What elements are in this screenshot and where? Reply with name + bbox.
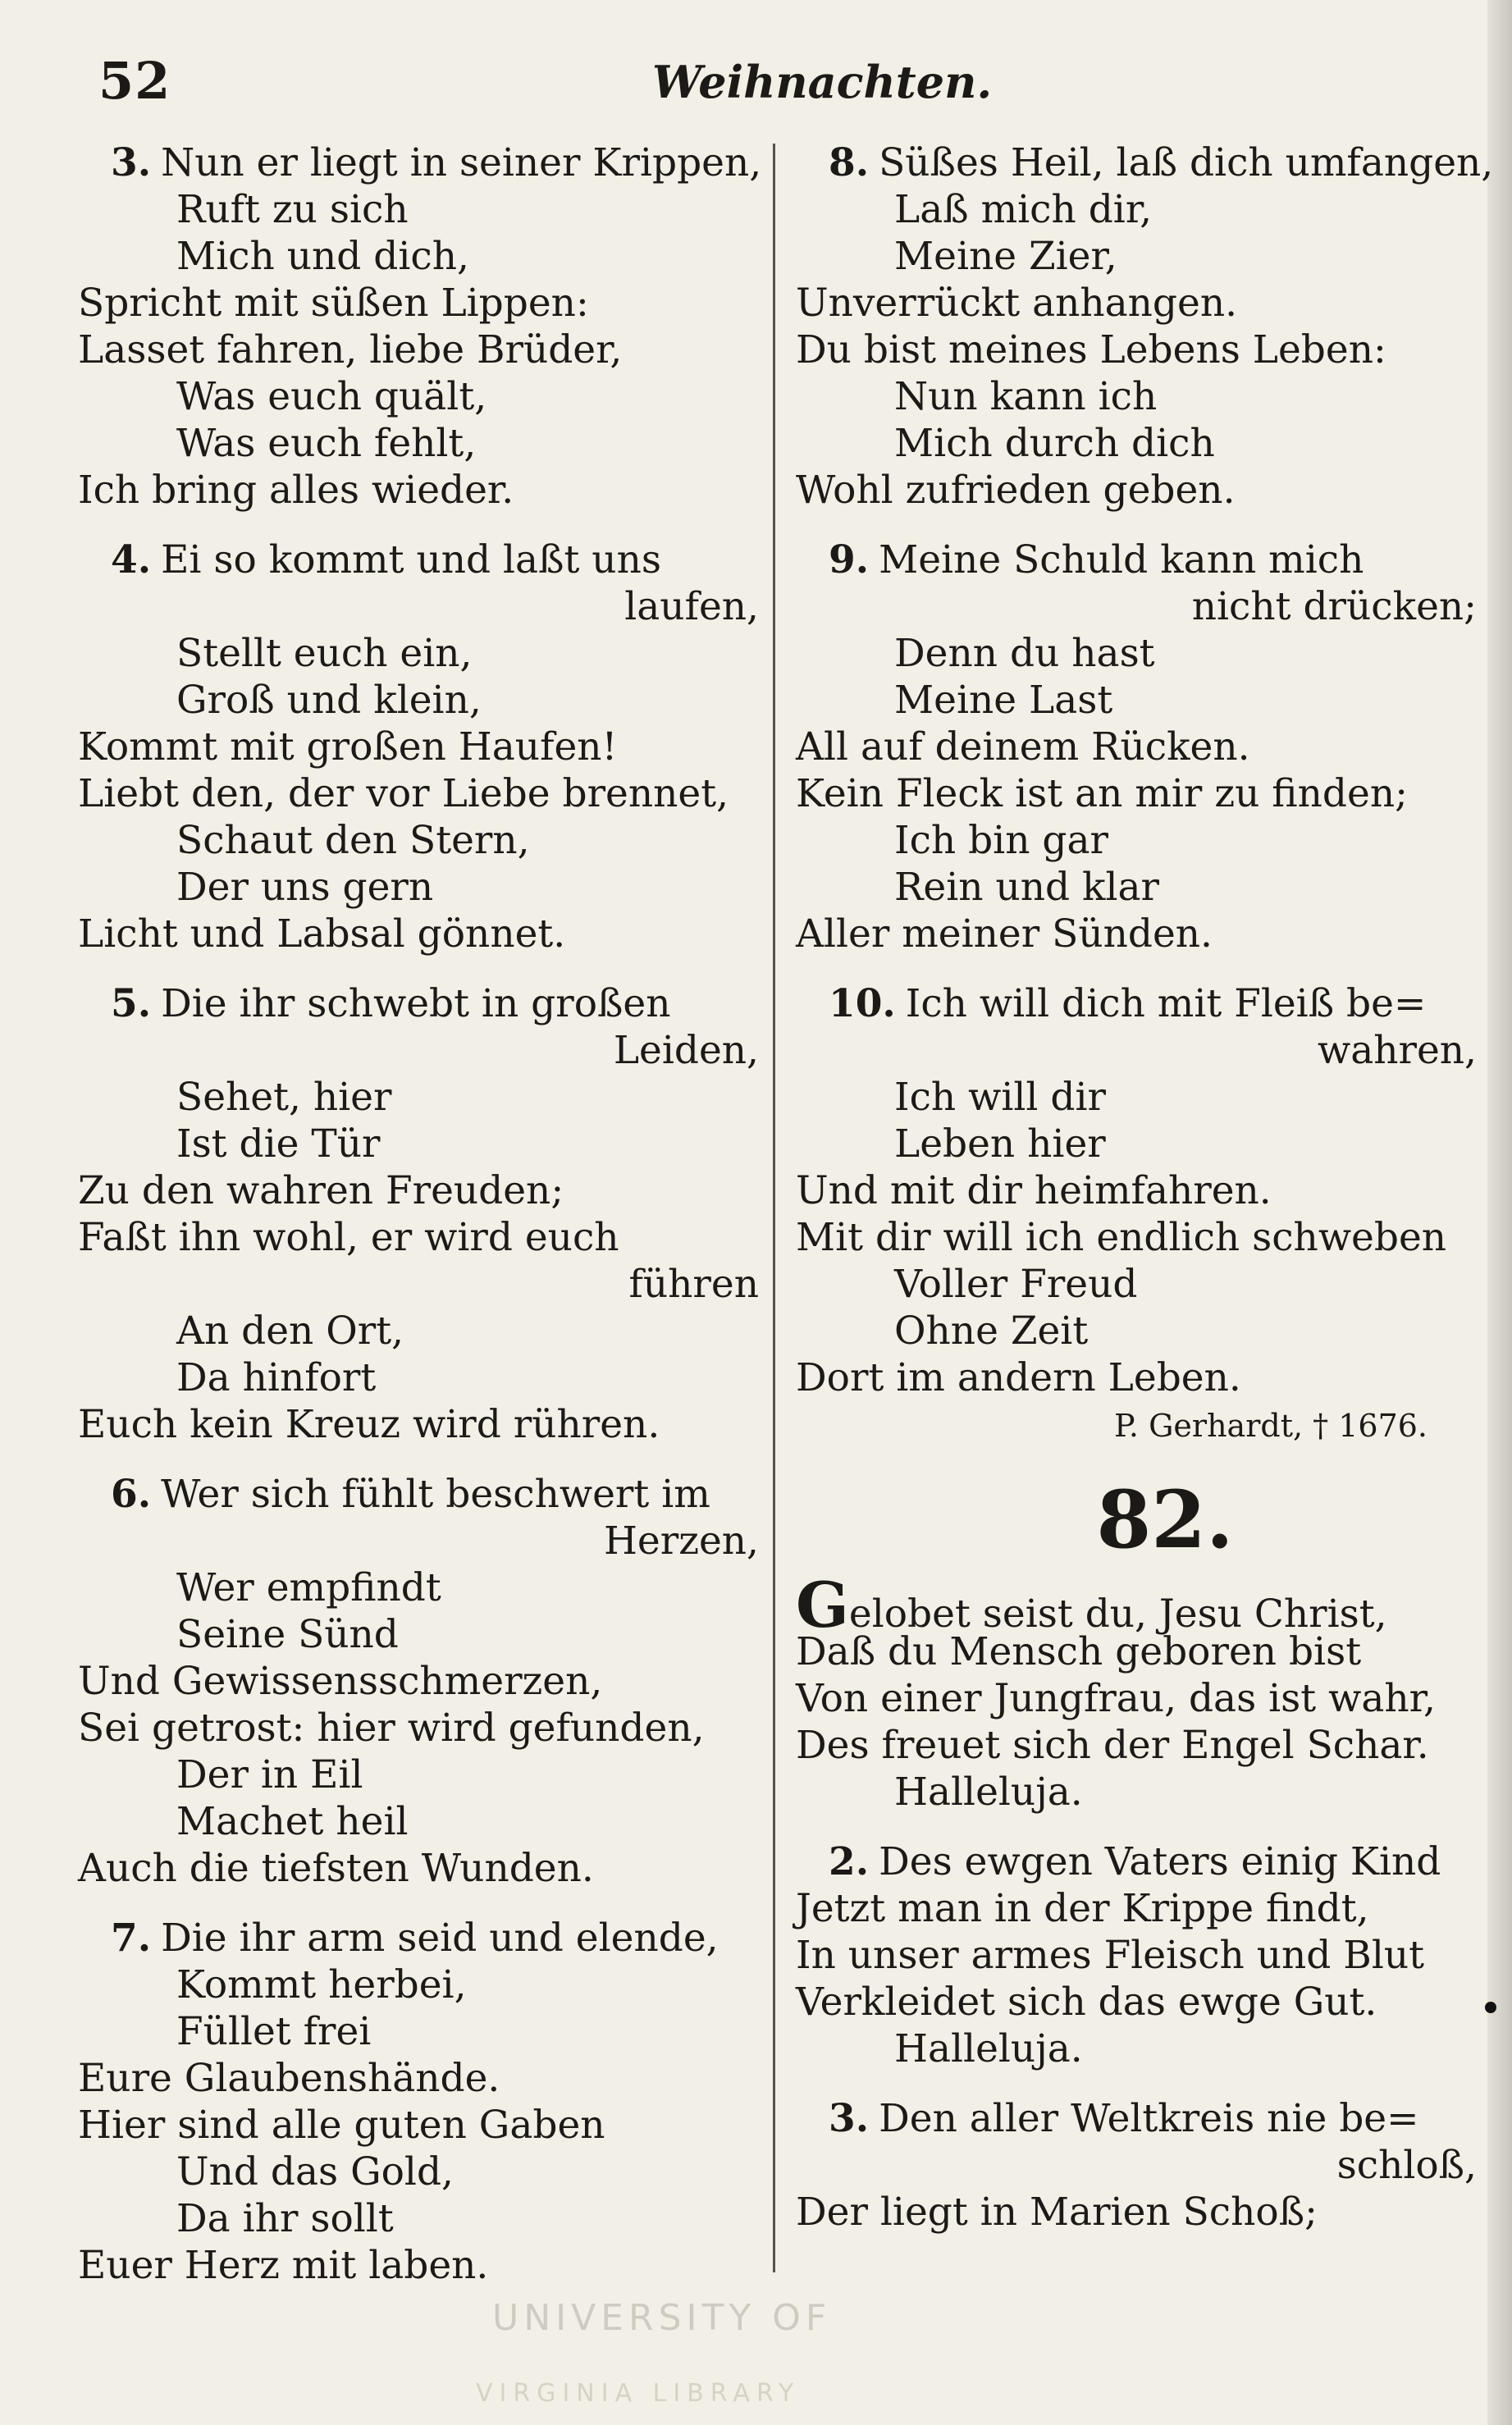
verse-line: Der liegt in Marien Schoß; <box>796 2190 1318 2235</box>
page-header <box>0 0 1512 123</box>
verse-line: Euch kein Kreuz wird rühren. <box>78 1402 660 1447</box>
verse-line: Zu den wahren Freuden; <box>78 1168 564 1213</box>
verse-number: 10. <box>829 981 896 1026</box>
verse-number: 5. <box>111 981 152 1026</box>
verse-line: nicht drücken; <box>1191 584 1477 629</box>
verse-line: Ich bring alles wieder. <box>78 468 514 513</box>
verse-gap <box>796 957 1485 980</box>
verse-number: 4. <box>111 537 152 582</box>
verse-number: 8. <box>829 140 870 185</box>
verse <box>796 1838 1485 2072</box>
verse-line: Aller meiner Sünden. <box>796 911 1213 957</box>
verse-line: Seine Sünd <box>176 1612 399 1657</box>
verse-line <box>78 1915 767 1961</box>
verse-line: Jetzt man in der Krippe findt, <box>796 1886 1369 1931</box>
column-divider <box>773 144 775 2272</box>
verse-gap <box>796 2235 1485 2258</box>
verse-number: 7. <box>111 1916 152 1961</box>
verse-line: Licht und Labsal gönnet. <box>78 911 566 957</box>
verse-line: Eure Glaubenshände. <box>78 2056 500 2101</box>
verse-line: Voller Freud <box>894 1262 1138 1307</box>
page-edge <box>1487 0 1512 2425</box>
verse-line: Da hinfort <box>176 1355 377 1400</box>
verse-line: Der uns gern <box>176 865 434 910</box>
verse-line: Kein Fleck ist an mir zu finden; <box>796 771 1408 816</box>
verse-line: Leben hier <box>894 1121 1106 1167</box>
verse-line: Da ihr sollt <box>176 2196 394 2241</box>
verse-line: Herzen, <box>603 1518 759 1564</box>
verse <box>796 537 1485 957</box>
verse-line <box>78 980 767 1027</box>
verse <box>78 980 767 1448</box>
verse-line: Mich durch dich <box>894 421 1215 466</box>
verse-line: Machet heil <box>176 1799 409 1844</box>
verse-line: Laß mich dir, <box>894 187 1153 232</box>
verse-line: Meine Last <box>894 678 1113 723</box>
verse <box>796 980 1485 1401</box>
verse-line: Halleluja. <box>894 2026 1083 2071</box>
verse-line-text: Meine Schuld kann mich <box>879 537 1364 582</box>
verse-line <box>78 139 767 186</box>
verse-line: Von einer Jungfrau, das ist wahr, <box>796 1676 1436 1721</box>
verse-line-text: Die ihr arm seid und elende, <box>161 1916 719 1961</box>
verse-line: schloß, <box>1336 2143 1477 2188</box>
verse <box>78 1471 767 1892</box>
verse-number: 2. <box>829 1839 870 1884</box>
left-column <box>78 139 767 2312</box>
verse-line: Füllet frei <box>176 2009 372 2054</box>
verse-line: Faßt ihn wohl, er wird euch <box>78 1215 619 1260</box>
hymn-number: 82. <box>1096 1473 1234 1566</box>
verse-gap <box>78 514 767 537</box>
verse-number: 3. <box>829 2096 870 2141</box>
verse-line: Und Gewissensschmerzen, <box>78 1659 603 1704</box>
verse-line: In unser armes Fleisch und Blut <box>796 1933 1425 1978</box>
verse-line: Mich und dich, <box>176 234 469 279</box>
verse-line-text: Ei so kommt und laßt uns <box>161 537 661 582</box>
verse-line: Halleluja. <box>894 1770 1083 1815</box>
verse-line-text: Des ewgen Vaters einig Kind <box>879 1839 1441 1884</box>
verse-line: führen <box>628 1262 759 1307</box>
verse-line: Euer Herz mit laben. <box>78 2243 489 2288</box>
verse-number: 6. <box>111 1472 152 1517</box>
verse-line <box>796 139 1494 186</box>
verse-line: Ich bin gar <box>894 818 1109 863</box>
verse-line: All auf deinem Rücken. <box>796 724 1250 770</box>
verse-line: Sei getrost: hier wird gefunden, <box>78 1706 705 1751</box>
verse-line-text: Die ihr schwebt in großen <box>161 981 671 1026</box>
verse-line: Und mit dir heimfahren. <box>796 1168 1272 1213</box>
verse-line: Wer empfindt <box>176 1565 441 1610</box>
verse-line <box>78 1471 767 1518</box>
verse-line: Groß und klein, <box>176 678 482 723</box>
verse-line: Ist die Tür <box>176 1121 381 1167</box>
verse-line: Der in Eil <box>176 1752 363 1797</box>
verse-line: Lasset fahren, liebe Brüder, <box>78 327 623 372</box>
library-stamp-2: VIRGINIA LIBRARY <box>476 2379 801 2408</box>
running-title: Weihnachten. <box>652 56 993 108</box>
verse-line: Liebt den, der vor Liebe brennet, <box>78 771 729 816</box>
verse-line: Ich will dir <box>894 1075 1106 1120</box>
verse-line <box>796 2095 1485 2142</box>
verse <box>796 1569 1485 1815</box>
verse-line <box>796 1569 1485 1642</box>
verse-gap <box>78 1448 767 1471</box>
verse-line: Rein und klar <box>894 865 1160 910</box>
verse-line: Mit dir will ich endlich schweben <box>796 1215 1447 1260</box>
verse-line: Du bist meines Lebens Leben: <box>796 327 1386 372</box>
verse-line: Wohl zufrieden geben. <box>796 468 1236 513</box>
verse-line-text: Süßes Heil, laß dich umfangen, <box>879 140 1494 185</box>
verse-line <box>796 980 1485 1027</box>
verse <box>796 139 1494 514</box>
verse-line: Unverrückt anhangen. <box>796 281 1238 326</box>
verse-line: Auch die tiefsten Wunden. <box>78 1846 594 1891</box>
verse-line: Kommt herbei, <box>176 1962 467 2007</box>
library-stamp: UNIVERSITY OF <box>492 2297 832 2339</box>
verse-line: Hier sind alle guten Gaben <box>78 2103 605 2148</box>
verse-number: 3. <box>111 140 152 185</box>
verse-line: Verkleidet sich das ewge Gut. <box>796 1980 1377 2025</box>
verse <box>796 2095 1485 2235</box>
verse-gap <box>796 2072 1485 2095</box>
verse-line: wahren, <box>1317 1028 1477 1073</box>
verse-line-text: Den aller Weltkreis nie be= <box>879 2096 1419 2141</box>
verse-line: Spricht mit süßen Lippen: <box>78 281 589 326</box>
verse-line: Was euch quält, <box>176 374 487 419</box>
margin-mark <box>1485 2002 1496 2013</box>
verse <box>78 1915 767 2289</box>
verse-gap <box>796 514 1485 537</box>
verse-line: Leiden, <box>613 1028 759 1073</box>
right-column <box>796 139 1494 2258</box>
verse-line-text: Nun er liegt in seiner Krippen, <box>161 140 762 185</box>
drop-cap: G <box>796 1569 849 1642</box>
verse <box>78 139 767 514</box>
verse-line: An den Ort, <box>176 1308 404 1354</box>
verse-line: Denn du hast <box>894 631 1155 676</box>
verse-line: Daß du Mensch geboren bist <box>796 1629 1362 1674</box>
verse-gap <box>796 1815 1485 1838</box>
verse-line: Des freuet sich der Engel Schar. <box>796 1723 1429 1768</box>
verse-line: Ruft zu sich <box>176 187 409 232</box>
verse-line <box>796 537 1485 583</box>
verse-line <box>796 1838 1485 1885</box>
verse-line: Meine Zier, <box>894 234 1117 279</box>
verse-number: 9. <box>829 537 870 582</box>
verse-line-text: Wer sich fühlt beschwert im <box>161 1472 710 1517</box>
verse-line: Stellt euch ein, <box>176 631 473 676</box>
verse-line: Schaut den Stern, <box>176 818 530 863</box>
verse-line-text: Ich will dich mit Fleiß be= <box>905 981 1427 1026</box>
verse-line: Und das Gold, <box>176 2149 454 2194</box>
verse-line: Sehet, hier <box>176 1075 392 1120</box>
verse-line-text: elobet seist du, Jesu Christ, <box>848 1592 1387 1637</box>
verse-gap <box>78 1892 767 1915</box>
verse-gap <box>78 957 767 980</box>
page-number: 52 <box>98 51 171 111</box>
author-attribution: P. Gerhardt, † 1676. <box>1114 1408 1427 1444</box>
verse-line: Ohne Zeit <box>894 1308 1089 1354</box>
verse-line: Nun kann ich <box>894 374 1158 419</box>
verse <box>78 537 767 957</box>
verse-line <box>78 537 767 583</box>
verse-line: Was euch fehlt, <box>176 421 477 466</box>
verse-line: Kommt mit großen Haufen! <box>78 724 618 770</box>
verse-line: laufen, <box>624 584 759 629</box>
verse-line: Dort im andern Leben. <box>796 1355 1241 1400</box>
